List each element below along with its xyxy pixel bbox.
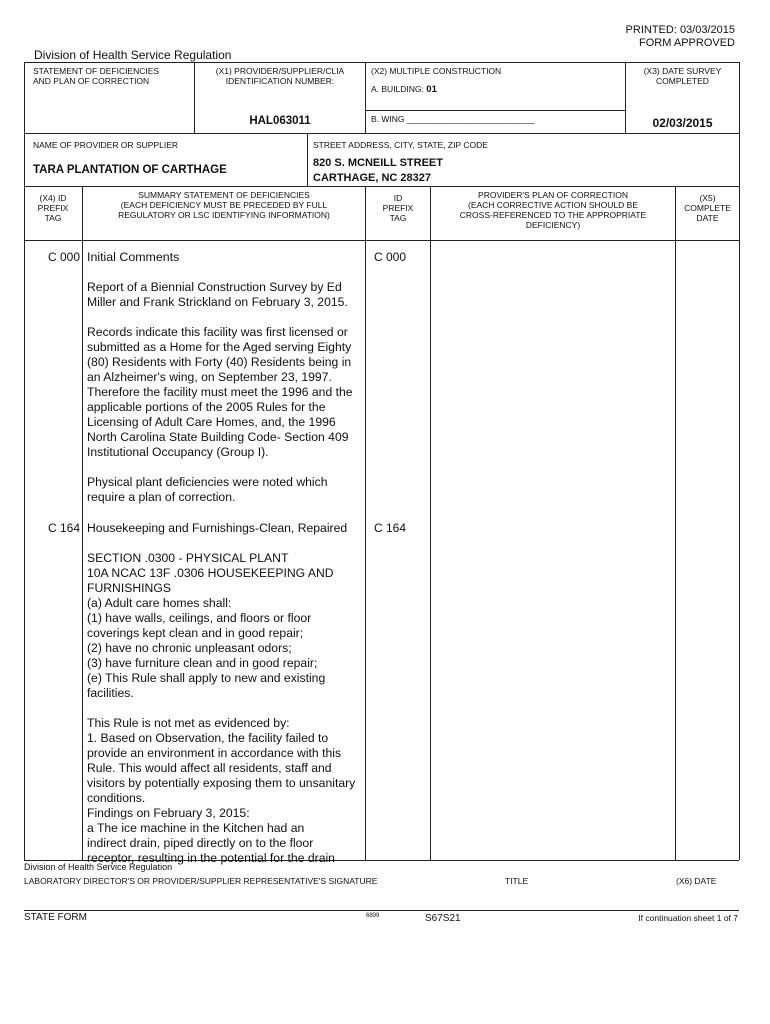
rule (194, 62, 195, 133)
entry-id-tag: C 000 (374, 250, 407, 264)
x5-header: (X5) COMPLETE DATE (684, 193, 731, 223)
id-header: ID PREFIX TAG (382, 193, 414, 223)
rule (365, 110, 625, 111)
building-row (371, 84, 437, 95)
address-line2: CARTHAGE, NC 28327 (313, 172, 431, 184)
x3-value: 02/03/2015 (652, 116, 713, 130)
entry-paragraph: SECTION .0300 - PHYSICAL PLANT 10A NCAC 13F .0306 HOUSEKEEPING AND FURNISHINGS (a) Adult care homes shall: (1) have walls, ceilings, and floors or floor coverings kept clean and in good repair; (2) have no chronic unpleasant odors; (3) have furniture clean and in good repair; (e) This Rule shall apply to new and existing facilities. (87, 551, 334, 700)
rule (24, 133, 739, 134)
entry-c000 (87, 250, 365, 505)
building-label: A. BUILDING: (371, 84, 424, 94)
entry-paragraph: This Rule is not met as evidenced by: 1. Based on Observation, the facility failed to provide an environment in accordance with this Rule. This would affect all residents, staff and visitors by potentially exposing them to unsanitary conditions. Findings on February 3, 2015: a The ice machine in the Kitchen had an indirect drain, piped directly on to the floor receptor, resulting in the potential for the drain (87, 716, 356, 865)
rule (675, 186, 676, 860)
form-approved: FORM APPROVED (639, 37, 735, 49)
title-label: TITLE (505, 876, 529, 886)
form-number: 6899 (366, 913, 380, 919)
x1-label: (X1) PROVIDER/SUPPLIER/CLIA IDENTIFICATION NUMBER: (215, 66, 345, 86)
rule (739, 62, 740, 860)
entry-title: Housekeeping and Furnishings-Clean, Repaired (87, 521, 348, 535)
rule (24, 186, 739, 187)
rule (24, 62, 25, 860)
entry-paragraph: Records indicate this facility was first licensed or submitted as a Home for the Aged serving Eighty (80) Residents with Forty (40) Residents being in an Alzheimer's wing, on September 23, 1997. Therefore the facility must meet the 1996 and the applicable portions of the 2005 Rules for the Licensing of Adult Care Homes, and, the 1996 North Carolina State Building Code- Section 409 Institutional Occupancy (Group I). (87, 325, 353, 459)
rule (24, 910, 739, 911)
state-form: STATE FORM (24, 912, 87, 923)
x1-value: HAL063011 (249, 115, 311, 127)
entry-title: Initial Comments (87, 250, 180, 264)
address-label: STREET ADDRESS, CITY, STATE, ZIP CODE (313, 140, 488, 150)
rule (365, 186, 366, 860)
statement-label: STATEMENT OF DEFICIENCIES AND PLAN OF CORRECTION (33, 66, 160, 86)
entry-paragraph: Physical plant deficiencies were noted which require a plan of correction. (87, 475, 328, 504)
rule (430, 186, 431, 860)
x3-label: (X3) DATE SURVEY COMPLETED (643, 66, 722, 86)
footer-agency: Division of Health Service Regulation (24, 862, 173, 872)
entry-c164 (87, 521, 365, 866)
entry-paragraph: Report of a Biennial Construction Survey by Ed Miller and Frank Strickland on February 3, 2015. (87, 280, 348, 309)
signature-label: LABORATORY DIRECTOR'S OR PROVIDER/SUPPLIER REPRESENTATIVE'S SIGNATURE (24, 876, 378, 886)
continuation: If continuation sheet 1 of 7 (638, 913, 738, 923)
date-label: (X6) DATE (676, 876, 717, 886)
event-id: S67S21 (425, 913, 461, 924)
rule (365, 62, 366, 133)
building-value: 01 (426, 84, 437, 95)
summary-header: SUMMARY STATEMENT OF DEFICIENCIES (EACH DEFICIENCY MUST BE PRECEDED BY FULL REGULATORY OR LSC IDENTIFYING INFORMATION) (118, 190, 330, 220)
rule (24, 240, 739, 241)
plan-header: PROVIDER'S PLAN OF CORRECTION (EACH CORRECTIVE ACTION SHOULD BE CROSS-REFERENCED TO THE APPROPRIATE DEFICIENCY) (459, 190, 647, 230)
x2-label: (X2) MULTIPLE CONSTRUCTION (371, 66, 502, 76)
wing-label: B. WING ___________________________ (371, 114, 535, 124)
printed-date: PRINTED: 03/03/2015 (625, 24, 735, 36)
provider-name-label: NAME OF PROVIDER OR SUPPLIER (33, 140, 178, 150)
address (313, 156, 443, 186)
entry-tag: C 000 (47, 250, 80, 264)
rule (307, 133, 308, 186)
rule (82, 186, 83, 860)
print-info (626, 24, 735, 50)
agency-name: Division of Health Service Regulation (34, 48, 232, 62)
entry-tag: C 164 (47, 521, 80, 535)
x4-header: (X4) ID PREFIX TAG (37, 193, 69, 223)
rule (24, 62, 739, 63)
provider-name: TARA PLANTATION OF CARTHAGE (33, 164, 227, 176)
entry-id-tag: C 164 (374, 521, 407, 535)
address-line1: 820 S. MCNEILL STREET (313, 157, 443, 169)
